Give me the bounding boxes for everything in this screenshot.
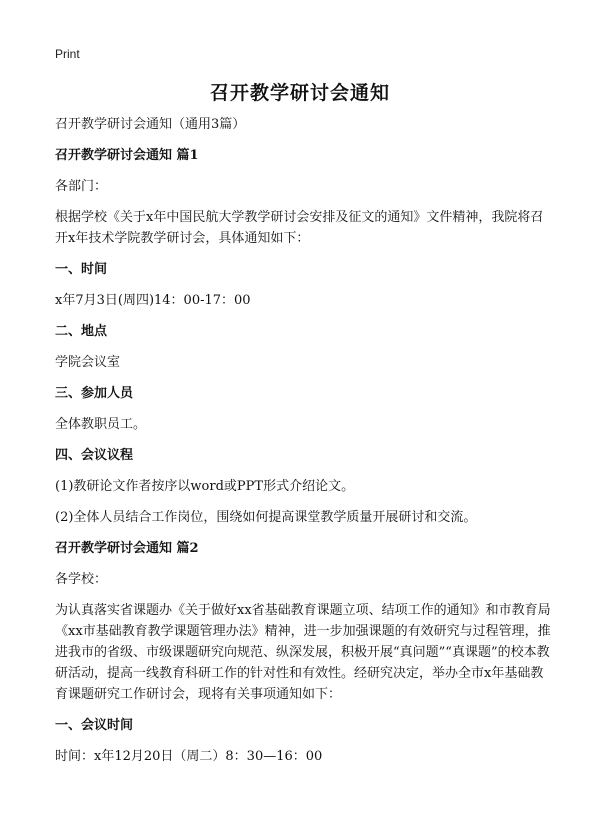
part1-salutation: 各部门： [55, 179, 108, 194]
page-title: 召开教学研讨会通知 [209, 82, 390, 104]
part1-people-heading: 三、参加人员 [55, 386, 134, 401]
part2-time-text: 时间：x年12月20日（周二）8：30—16：00 [55, 749, 323, 764]
print-link[interactable]: Print [55, 47, 80, 61]
part2-salutation: 各学校： [55, 572, 108, 587]
part1-time-text: x年7月3日(周四)14：00-17：00 [55, 293, 251, 308]
part1-people-text: 全体教职员工。 [55, 417, 147, 432]
part1-agenda-item: (1)教研论文作者按序以word或PPT形式介绍论文。 [55, 479, 355, 494]
part1-place-text: 学院会议室 [55, 355, 121, 370]
part1-intro: 根据学校《关于x年中国民航大学教学研讨会安排及征文的通知》文件精神，我院将召开x年技术学院教学研讨会，具体通知如下： [55, 210, 544, 246]
part2-heading: 召开教学研讨会通知 篇2 [55, 541, 199, 556]
part1-agenda-item: (2)全体人员结合工作岗位，围绕如何提高课堂教学质量开展研讨和交流。 [55, 510, 477, 525]
part2-intro: 为认真落实省课题办《关于做好xx省基础教育课题立项、结项工作的通知》和市教育局《xx市基础教育教学课题管理办法》精神，进一步加强课题的有效研究与过程管理，推进我市的省级、市级课题研究向规范、纵深发展，积极开展“真问题”“真课题”的校本教研活动，提高一线教育科研工作的针对性和有效性。经研究决定，举办全市x年基础教育课题研究工作研讨会，现将有关事项通知如下： [55, 603, 551, 702]
part1-agenda-heading: 四、会议议程 [55, 448, 134, 463]
document-body [55, 114, 555, 777]
part2-time-heading: 一、会议时间 [55, 718, 134, 733]
part1-heading: 召开教学研讨会通知 篇1 [55, 148, 199, 163]
document-subtitle: 召开教学研讨会通知（通用3篇） [55, 117, 246, 132]
part1-time-heading: 一、时间 [55, 262, 108, 277]
part1-place-heading: 二、地点 [55, 324, 108, 339]
